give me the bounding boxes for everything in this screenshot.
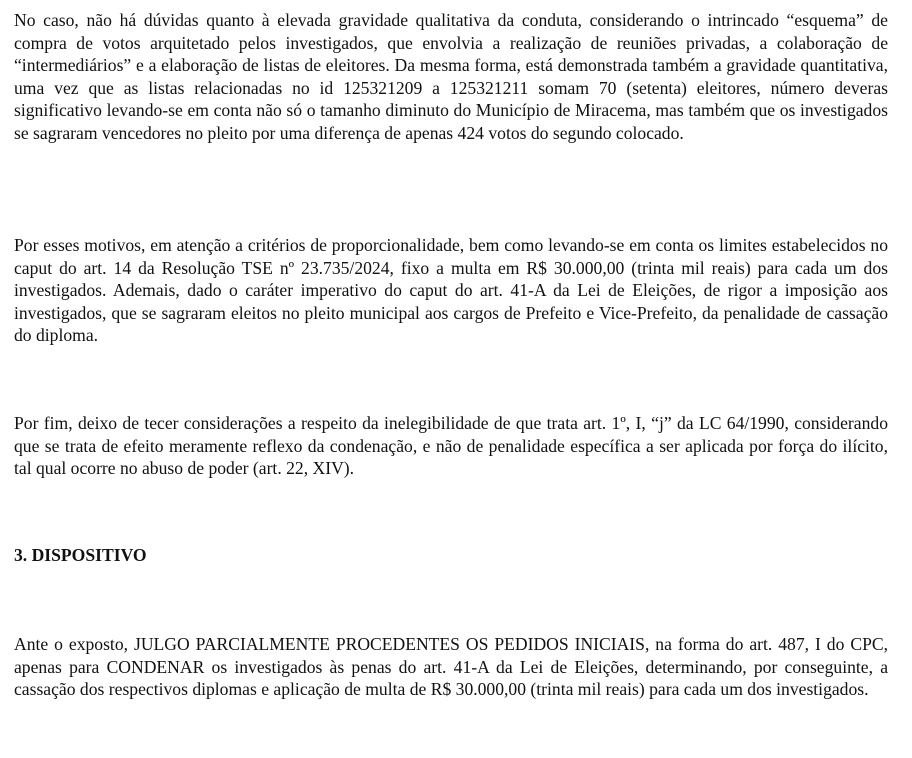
section-heading-dispositivo: 3. DISPOSITIVO <box>14 545 147 565</box>
paragraph-dispositivo: Ante o exposto, JULGO PARCIALMENTE PROCEDENTES OS PEDIDOS INICIAIS, na forma do art. 487, I do CPC, apenas para CONDENAR os investigados às penas do art. 41-A da Lei de Eleições, determinando, por conseguinte, a cassação dos respectivos diplomas e aplicação de multa de R$ 30.000,00 (trinta mil reais) para cada um dos investigados. <box>14 634 888 700</box>
paragraph-gravidade: No caso, não há dúvidas quanto à elevada gravidade qualitativa da conduta, considerando o intrincado “esquema” de compra de votos arquitetado pelos investigados, que envolvia a realização de reuniões privadas, a colaboração de “intermediários” e a elaboração de listas de eleitores. Da mesma forma, está demonstrada também a gravidade quantitativa, uma vez que as listas relacionadas no id 125321209 a 125321211 somam 70 (setenta) eleitores, número deveras significativo levando-se em conta não só o tamanho diminuto do Município de Miracema, mas também que os investigados se sagraram vencedores no pleito por uma diferença de apenas 424 votos do segundo colocado. <box>14 10 888 143</box>
paragraph-multa: Por esses motivos, em atenção a critérios de proporcionalidade, bem como levando-se em conta os limites estabelecidos no caput do art. 14 da Resolução TSE nº 23.735/2024, fixo a multa em R$ 30.000,00 (trinta mil reais) para cada um dos investigados. Ademais, dado o caráter imperativo do caput do art. 41-A da Lei de Eleições, de rigor a imposição aos investigados, que se sagraram eleitos no pleito municipal aos cargos de Prefeito e Vice-Prefeito, da penalidade de cassação do diploma. <box>14 235 888 346</box>
paragraph-inelegibilidade: Por fim, deixo de tecer considerações a respeito da inelegibilidade de que trata art. 1º, I, “j” da LC 64/1990, considerando que se trata de efeito meramente reflexo da condenação, e não de penalidade específica a ser aplicada por força do ilícito, tal qual ocorre no abuso de poder (art. 22, XIV). <box>14 413 888 479</box>
